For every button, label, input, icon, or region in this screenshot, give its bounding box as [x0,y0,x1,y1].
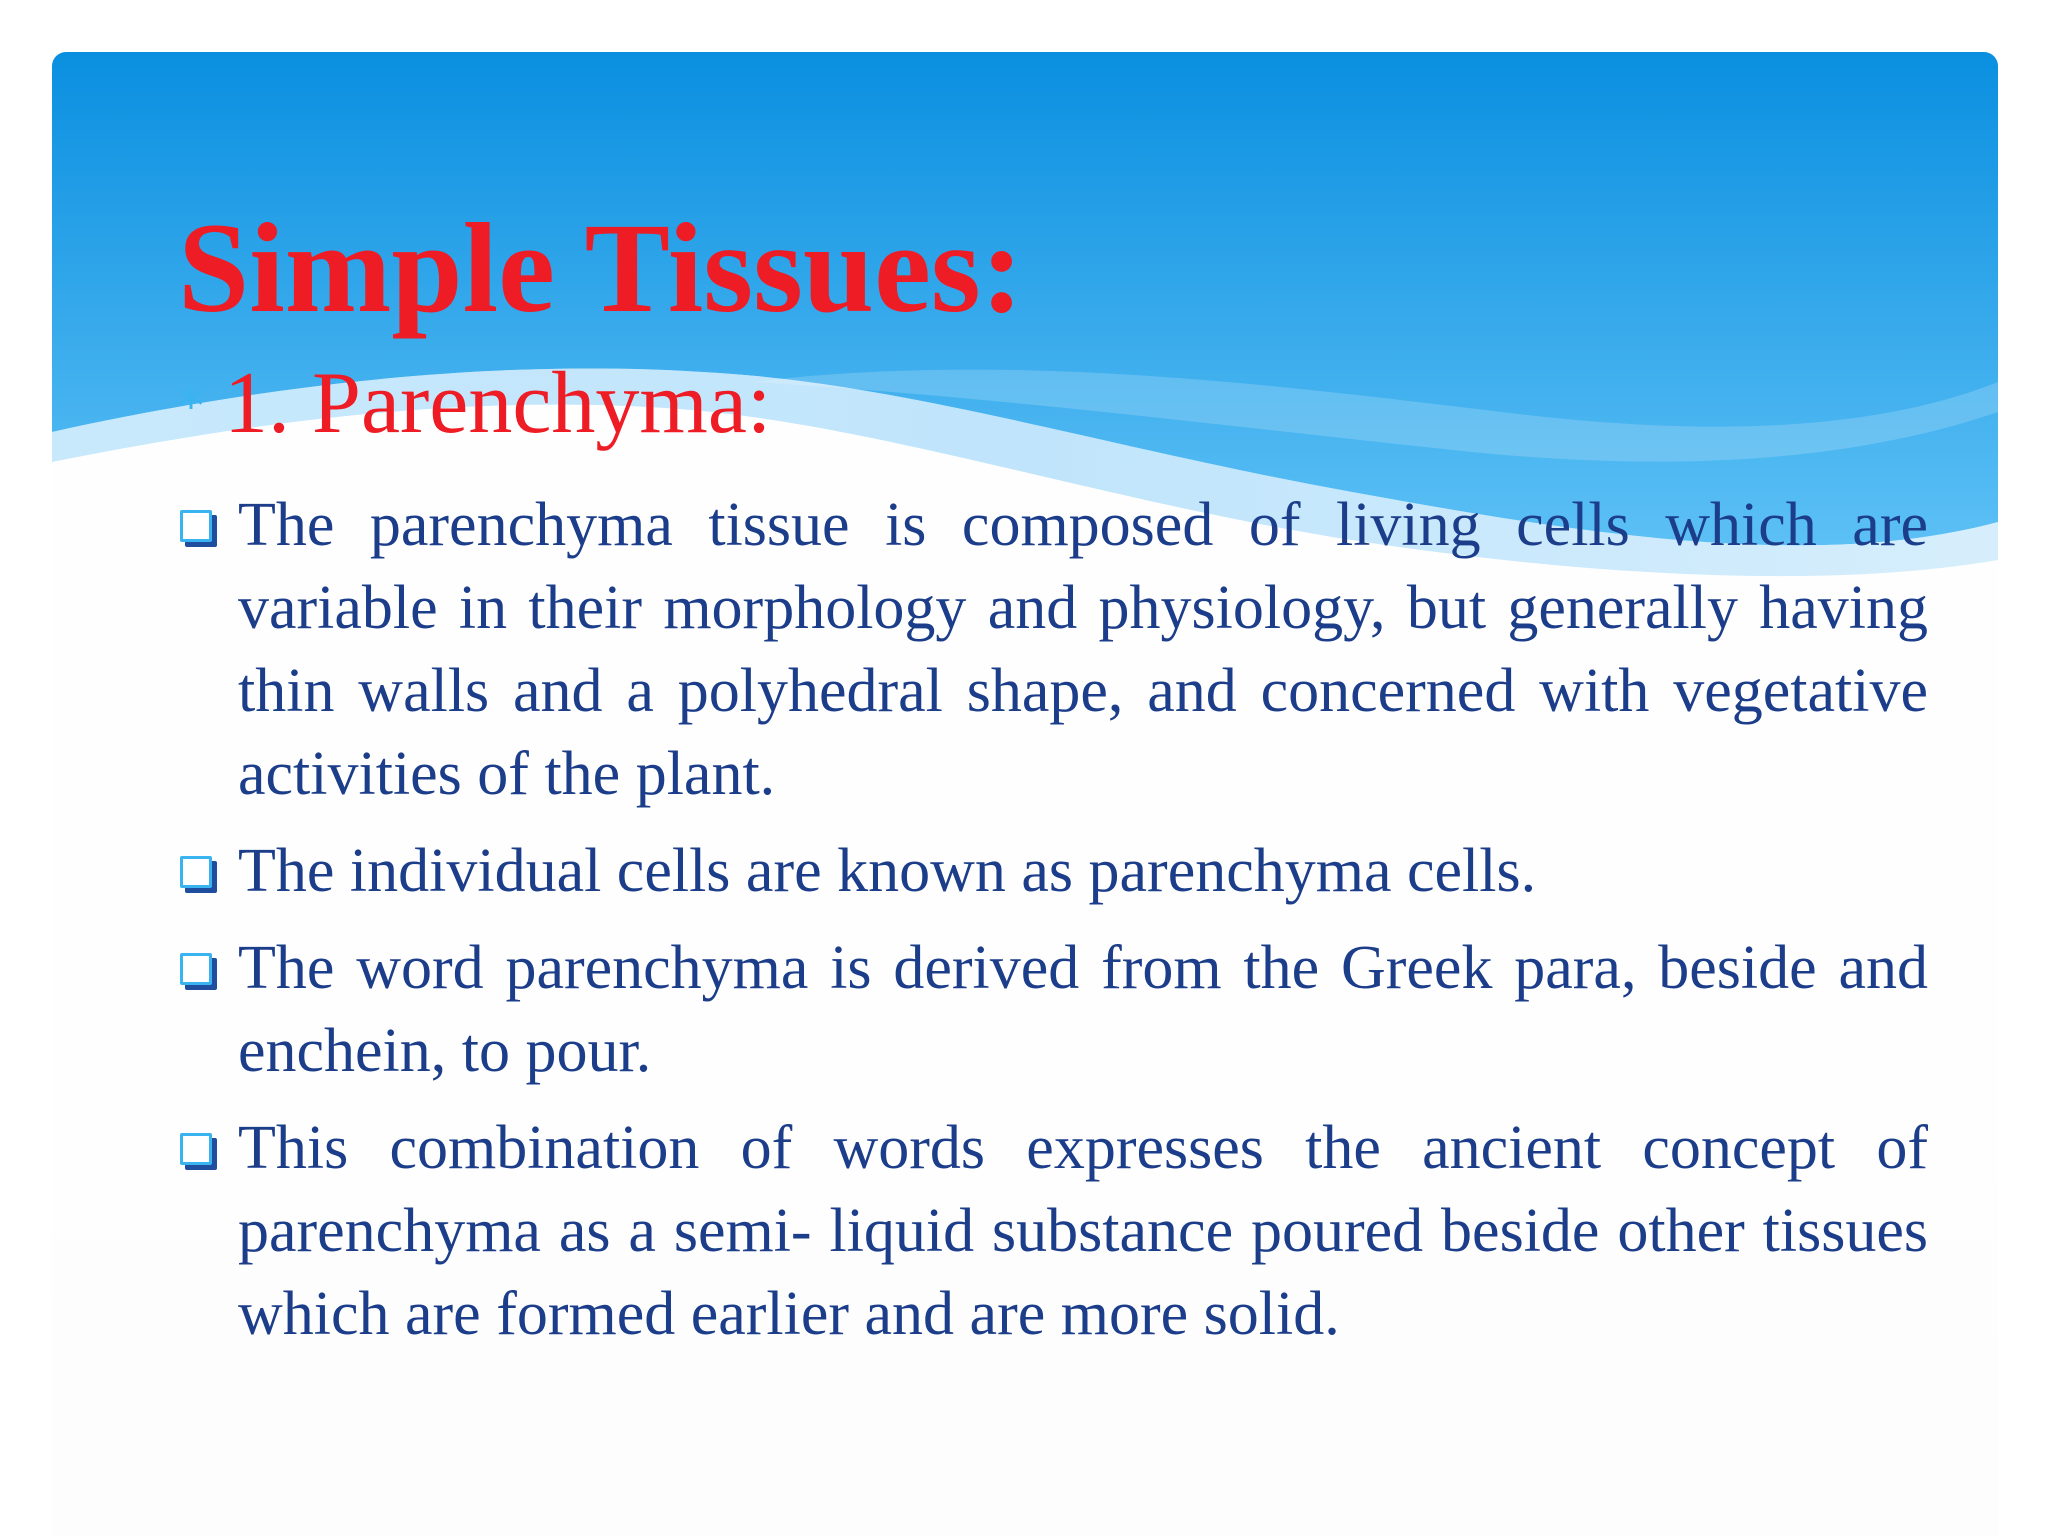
list-item [180,830,1928,913]
asterisk-icon: * [178,377,204,437]
bullet-list [180,484,1928,1370]
list-item [180,484,1928,816]
bullet-text: The parenchyma tissue is composed of living cells which are variable in their morphology and physiology, but generally having thin walls and a polyhedral shape, and concerned with vegetative activities of the plant. [238,491,1928,808]
slide-subtitle: 1. Parenchyma: [224,355,772,452]
checkbox-icon [180,856,212,888]
checkbox-icon [180,1133,212,1165]
list-item [180,927,1928,1093]
slide-content-area [52,52,1998,1536]
subtitle-row [178,355,772,452]
bullet-text: The individual cells are known as parenchyma cells. [238,837,1537,905]
slide-title: Simple Tissues: [178,197,1024,339]
checkbox-icon [180,953,212,985]
checkbox-icon [180,510,212,542]
bullet-text: This combination of words expresses the ancient concept of parenchyma as a semi- liquid substance poured beside other tissues which are formed earlier and are more solid. [238,1114,1928,1348]
list-item [180,1107,1928,1356]
bullet-text: The word parenchyma is derived from the Greek para, beside and enchein, to pour. [238,934,1928,1085]
